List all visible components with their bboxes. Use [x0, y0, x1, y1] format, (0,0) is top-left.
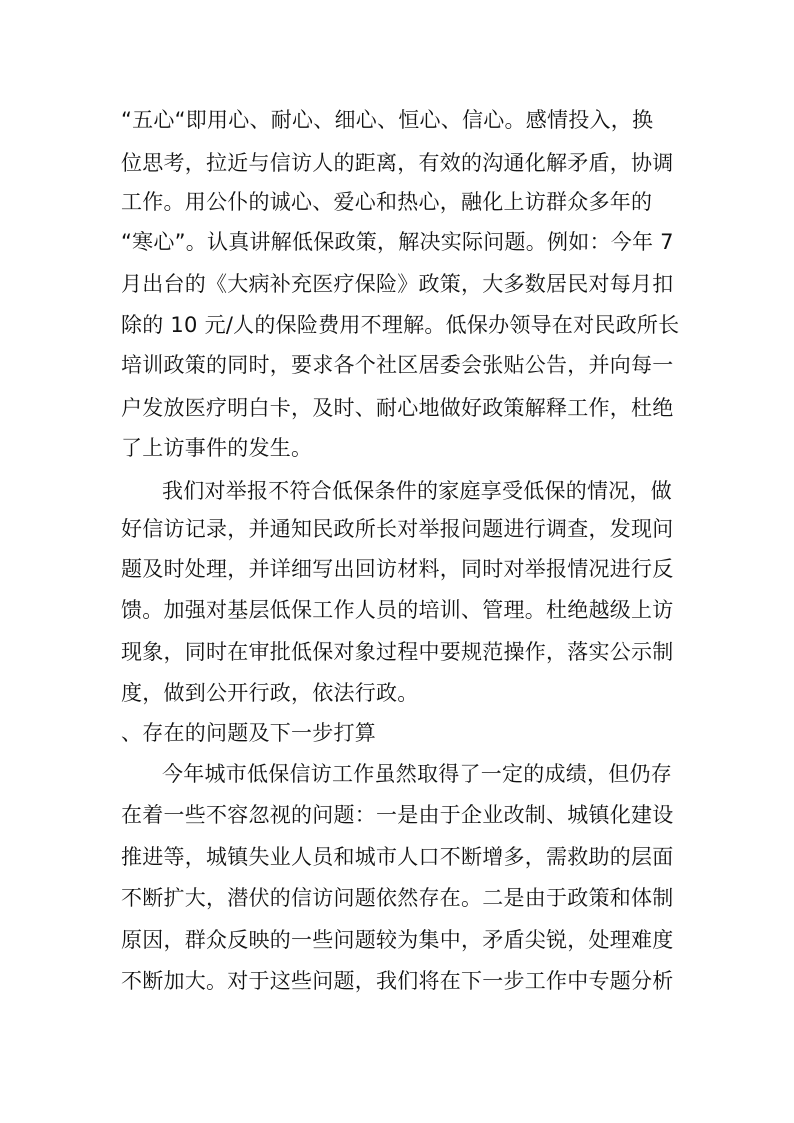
text-line: 原因，群众反映的一些问题较为集中，矛盾尖锐，处理难度 [121, 928, 674, 952]
text-line: 好信访记录，并通知民政所长对举报问题进行调查，发现问 [121, 517, 674, 541]
text-line: 户发放医疗明白卡，及时、耐心地做好政策解释工作，杜绝 [121, 396, 674, 420]
text-line: 不断加大。对于这些问题，我们将在下一步工作中专题分析 [121, 969, 674, 993]
section-heading: 、存在的问题及下一步打算 [121, 721, 376, 745]
text-line: 度，做到公开行政，依法行政。 [121, 681, 419, 705]
text-line: 了上访事件的发生。 [121, 436, 313, 460]
text-line: “五心“即用心、耐心、细心、恒心、信心。感情投入，换 [121, 108, 654, 132]
text-line: “寒心”。认真讲解低保政策，解决实际问题。例如：今年 7 [121, 230, 674, 254]
paragraph-first-line: 我们对举报不符合低保条件的家庭享受低保的情况，做 [162, 479, 672, 503]
text-line: 位思考，拉近与信访人的距离，有效的沟通化解矛盾，协调 [121, 151, 674, 175]
text-line: 题及时处理，并详细写出回访材料，同时对举报情况进行反 [121, 557, 674, 581]
paragraph-first-line: 今年城市低保信访工作虽然取得了一定的成绩，但仍存 [162, 762, 672, 786]
text-line: 培训政策的同时，要求各个社区居委会张贴公告，并向每一 [121, 353, 674, 377]
text-line: 工作。用公仆的诚心、爱心和热心，融化上访群众多年的 [121, 190, 653, 214]
text-line: 月出台的《大病补充医疗保险》政策，大多数居民对每月扣 [121, 272, 674, 296]
text-line: 在着一些不容忽视的问题：一是由于企业改制、城镇化建设 [121, 803, 674, 827]
text-line: 不断扩大，潜伏的信访问题依然存在。二是由于政策和体制 [121, 886, 674, 910]
text-line: 馈。加强对基层低保工作人员的培训、管理。杜绝越级上访 [121, 598, 674, 622]
text-line: 推进等，城镇失业人员和城市人口不断增多，需救助的层面 [121, 845, 674, 869]
text-line: 除的 10 元/人的保险费用不理解。低保办领导在对民政所长 [121, 313, 680, 337]
text-line: 现象，同时在审批低保对象过程中要规范操作，落实公示制 [121, 640, 674, 664]
